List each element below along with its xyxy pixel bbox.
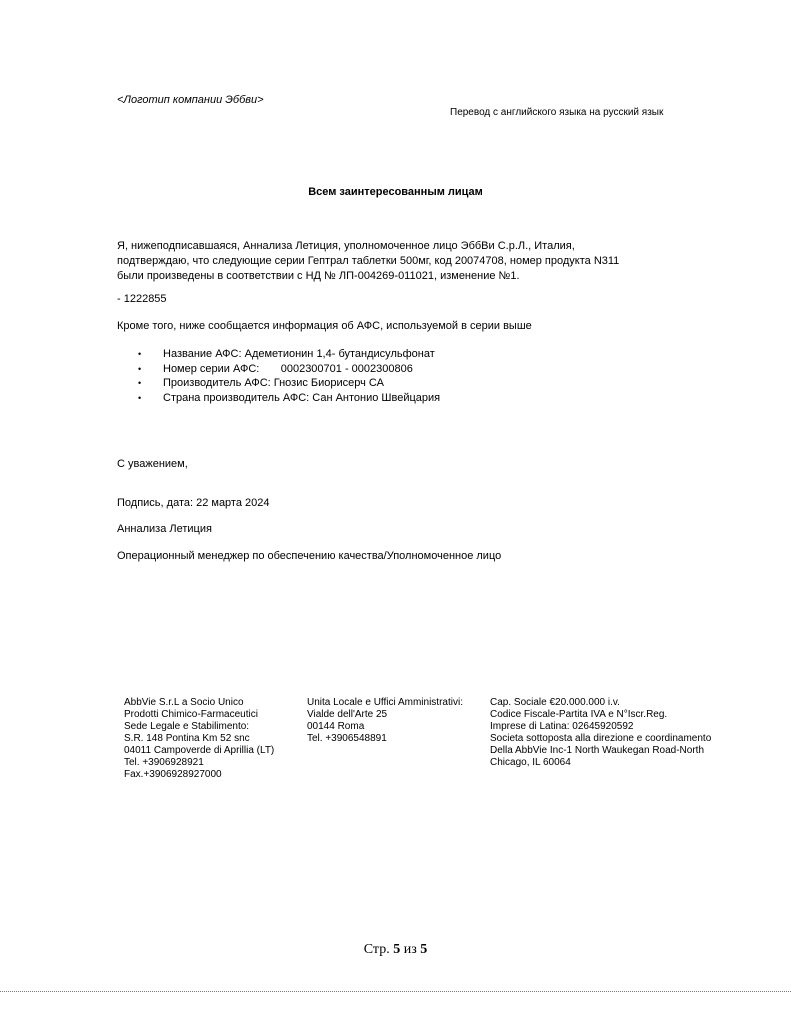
footer-line: Imprese di Latina: 02645920592 [490,721,634,732]
salutation-heading: Всем заинтересованным лицам [308,186,483,198]
footer-line: Unita Locale e Uffici Amministrativi: [307,697,463,708]
footer-line: Societa sottoposta alla direzione e coordinamento [490,733,712,744]
footer-company-info [124,697,274,781]
footer-line: S.R. 148 Pontina Km 52 snc [124,733,250,744]
bullet-icon: • [138,392,142,403]
paragraph-line: были произведены в соответствии с НД № ЛП-004269-011021, изменение №1. [117,270,520,282]
bullet-icon: • [138,349,142,359]
page-number-total: 5 [420,942,428,957]
list-item [117,391,440,406]
signature-date: Подпись, дата: 22 марта 2024 [117,497,270,509]
page-number [0,942,791,958]
footer-line: Tel. +3906548891 [307,733,387,744]
list-item-text: Страна производитель АФС: Сан Антонио Швейцария [163,391,441,404]
bullet-icon: • [138,363,142,374]
footer-line: Prodotti Chimico-Farmaceutici [124,709,258,720]
confirmation-paragraph [117,239,674,284]
footer-line: Codice Fiscale-Partita IVA e N°Iscr.Reg. [490,709,668,720]
footer-line: AbbVie S.r.L a Socio Unico [124,697,244,708]
page-number-separator: из [403,942,417,957]
api-info-intro: Кроме того, ниже сообщается информация об АФС, используемой в серии выше [117,320,532,332]
footer-line: Cap. Sociale €20.000.000 i.v. [490,697,620,708]
page-divider [0,991,791,992]
batch-number: - 1222855 [117,293,167,305]
footer-line: Chicago, IL 60064 [490,757,571,768]
paragraph-line: подтверждаю, что следующие серии Гептрал таблетки 500мг, код 20074708, номер продукта N311 [117,255,620,267]
list-item [117,362,440,377]
paragraph-line: Я, нижеподписавшаяся, Аннализа Летиция, уполномоченное лицо ЭббВи С.р.Л., Италия, [117,240,575,252]
footer-line: Della AbbVie Inc-1 North Waukegan Road-North [490,745,705,756]
footer-line: 00144 Roma [307,721,365,732]
list-item [117,347,440,362]
page-number-current: 5 [393,942,401,957]
list-item [117,376,440,391]
api-info-list [117,347,440,405]
translation-note: Перевод с английского языка на русский язык [450,107,664,118]
logo-placeholder-note: <Логотип компании Эббви> [117,94,264,106]
footer-office-info [307,697,463,745]
list-item-text: Название АФС: Адеметионин 1,4- бутандисульфонат [163,348,435,360]
list-item-text: Номер серии АФС: 0002300701 - 0002300806 [163,362,413,375]
footer-legal-info [490,697,711,769]
page-number-prefix: Стр. [363,942,390,957]
signer-name: Аннализа Летиция [117,523,212,535]
footer-line: Tel. +3906928921 [124,757,204,768]
list-item-text: Производитель АФС: Гнозис Биорисерч СА [163,377,384,389]
signer-title: Операционный менеджер по обеспечению качества/Уполномоченное лицо [117,550,502,562]
footer-line: Vialde dell'Arte 25 [307,709,388,720]
footer-line: Fax.+3906928927000 [124,769,222,780]
bullet-icon: • [138,378,142,388]
footer-line: 04011 Campoverde di Aprillia (LT) [124,745,275,756]
footer-line: Sede Legale e Stabilimento: [124,721,250,732]
closing-phrase: С уважением, [117,458,188,470]
